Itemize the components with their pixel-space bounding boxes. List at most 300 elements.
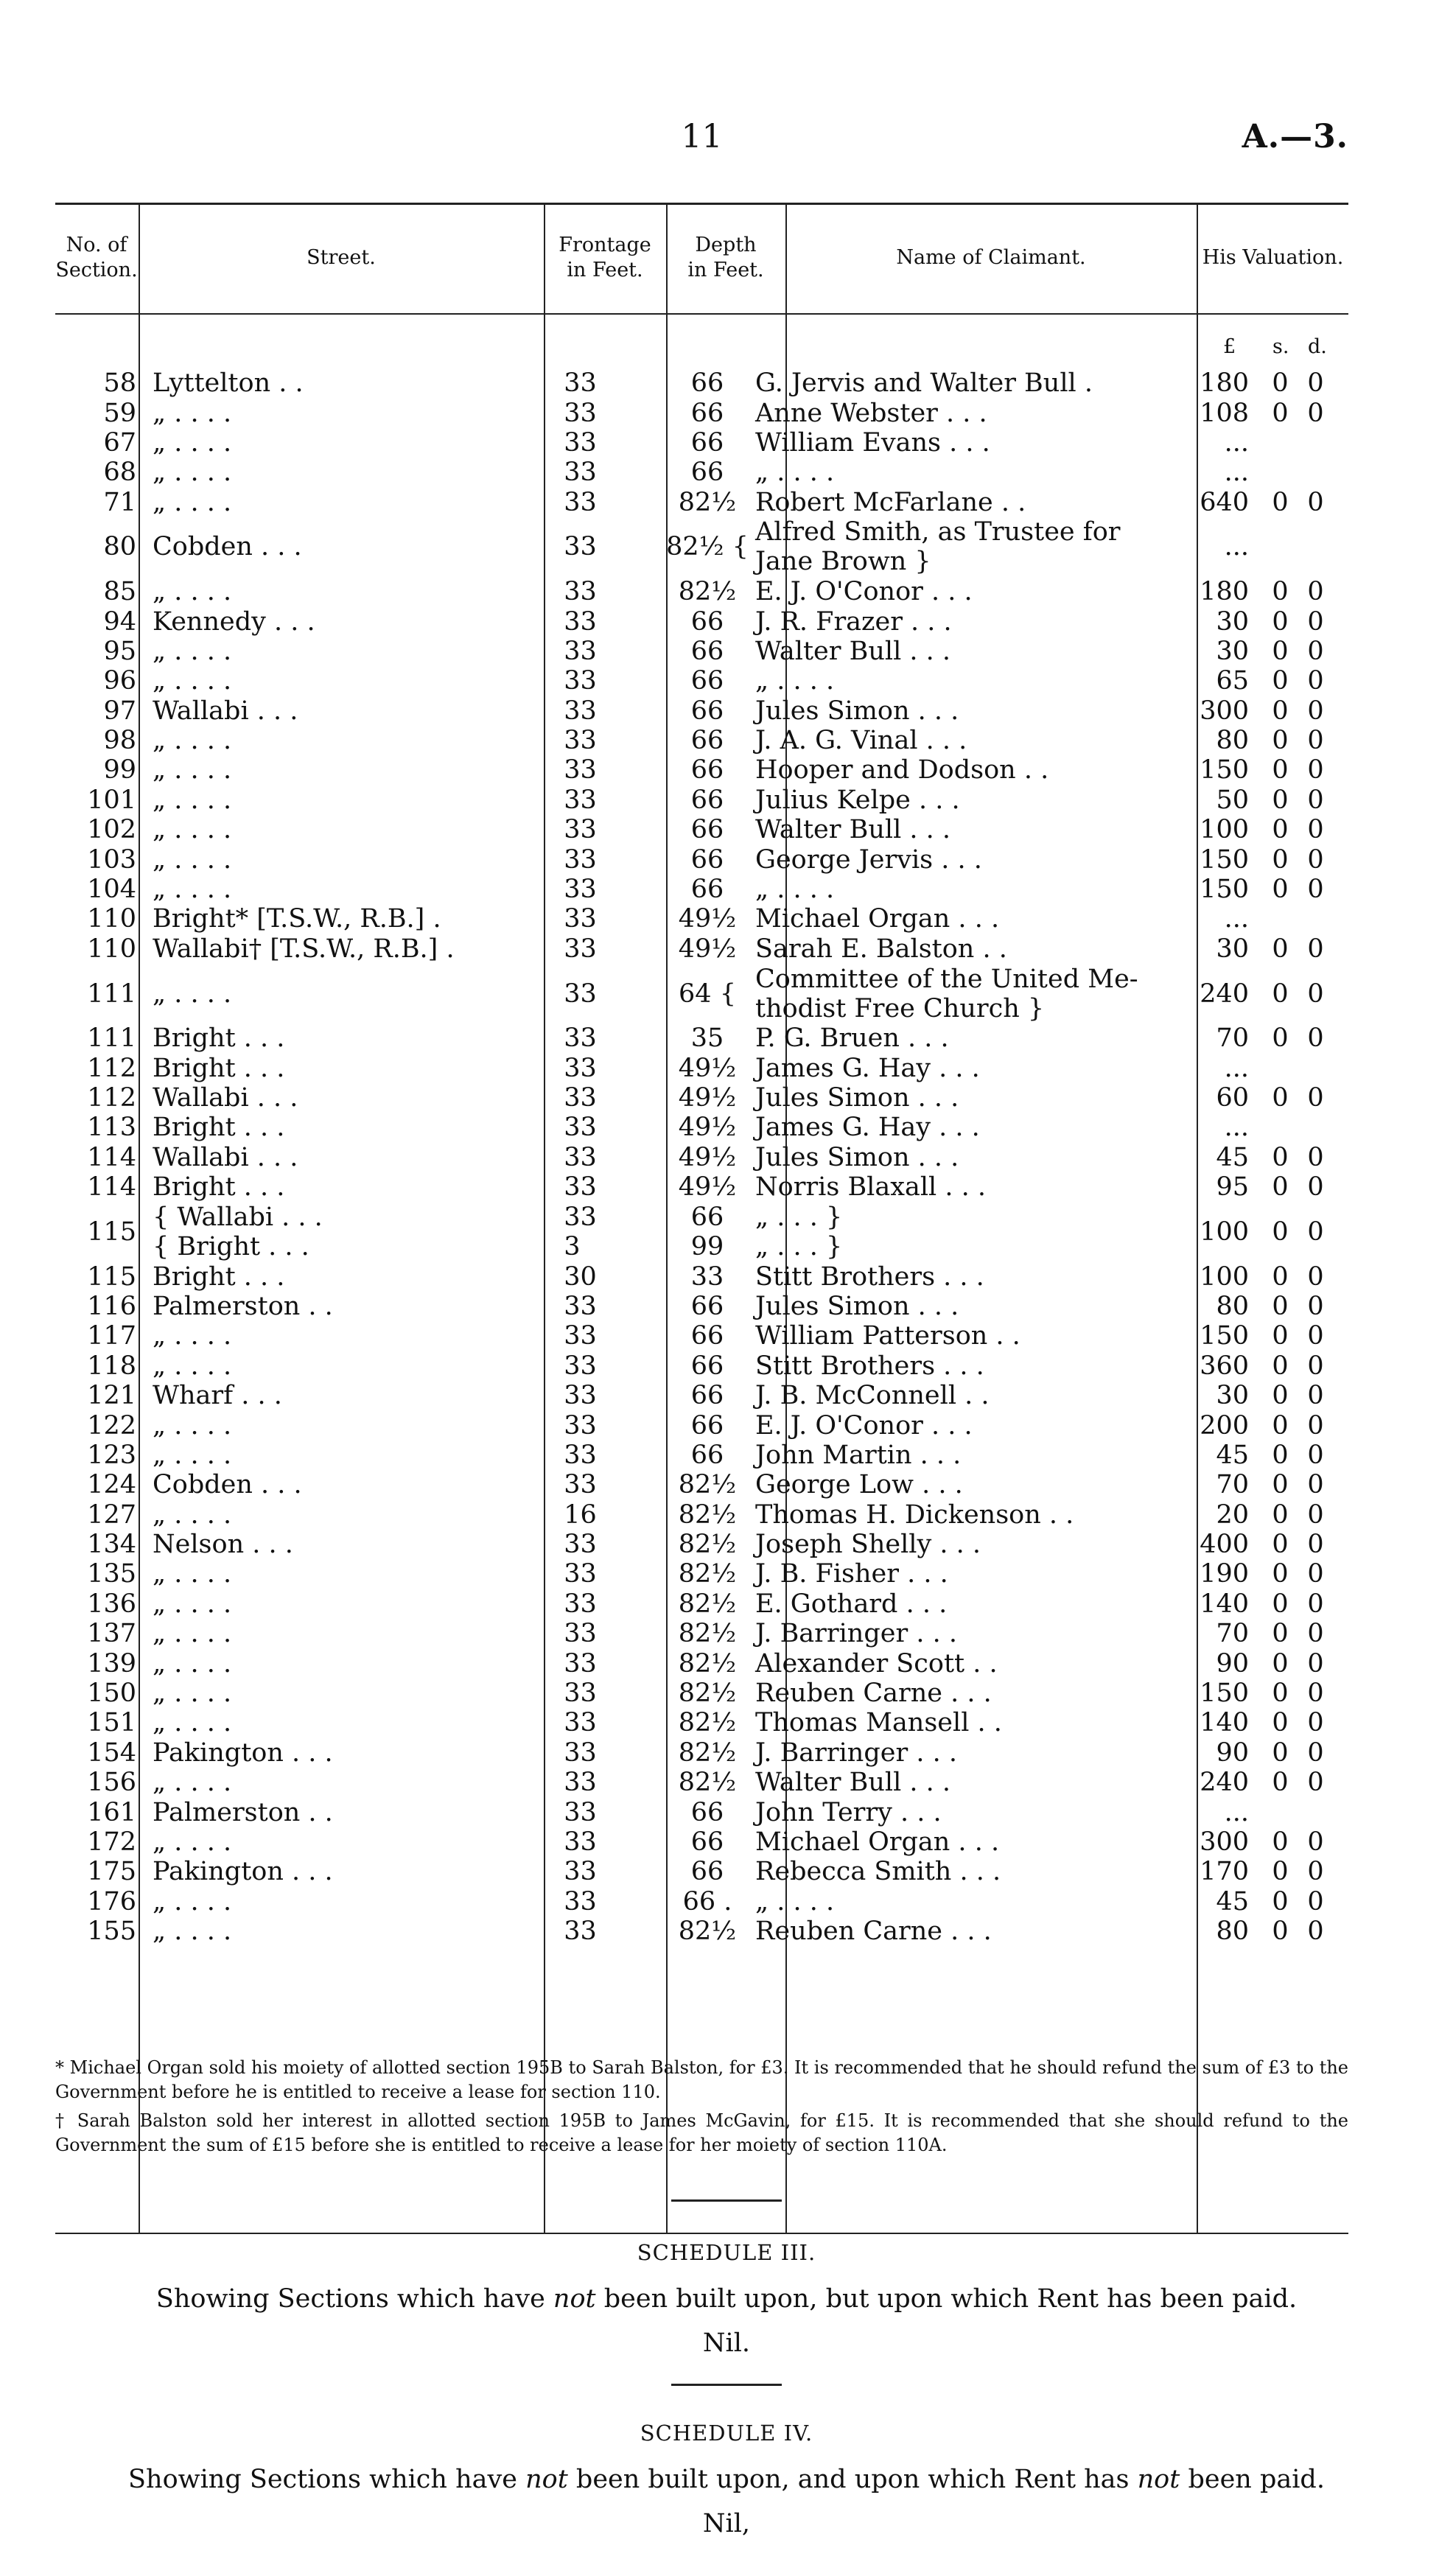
section-number	[55, 1083, 136, 1113]
street-name	[153, 1441, 536, 1470]
frontage-value-text: 33	[564, 577, 597, 607]
street-name-text: „ . . . .	[153, 487, 232, 517]
street-name-text: Wallabi . . .	[153, 1142, 298, 1172]
valuation-pence	[1299, 517, 1332, 577]
valuation-shillings	[1264, 1708, 1297, 1737]
street-name-text: Lyttelton . .	[153, 368, 304, 399]
valuation-pounds	[1179, 904, 1249, 934]
valuation-shillings	[1264, 577, 1297, 606]
valuation-pounds	[1179, 1887, 1249, 1917]
valuation-shillings	[1264, 637, 1297, 666]
claimant-name	[755, 577, 1227, 606]
valuation-pence	[1299, 875, 1332, 904]
table-body	[55, 368, 1348, 1946]
street-name-text: „ . . . .	[153, 1351, 232, 1381]
claimant-name-text: Sarah E. Balston . .	[755, 934, 1007, 964]
valuation-pounds	[1179, 1351, 1249, 1381]
section-number	[55, 1292, 136, 1321]
valuation-shillings	[1264, 606, 1297, 636]
valuation-shillings-text: 0	[1272, 875, 1289, 905]
street-name	[153, 577, 536, 606]
table-bottom-rule	[55, 2233, 1348, 2234]
valuation-pence-text: 0	[1307, 1172, 1324, 1203]
claimant-name	[755, 1708, 1227, 1737]
section-number-text: 124	[87, 1470, 136, 1500]
section-number	[55, 1202, 136, 1261]
section-number-text: 112	[87, 1083, 136, 1113]
valuation-pounds-text: 300	[1200, 1827, 1249, 1857]
document-reference: A.—3.	[1242, 118, 1348, 155]
section-number	[55, 785, 136, 815]
street-name-text: Pakington . . .	[153, 1737, 333, 1768]
claimant-name-text: Stitt Brothers . . .	[755, 1261, 984, 1292]
depth-value-text: 49½	[678, 1172, 737, 1203]
valuation-shillings-text: 0	[1272, 1321, 1289, 1351]
valuation-pence-text: 0	[1307, 1410, 1324, 1441]
valuation-shillings-text: 0	[1272, 755, 1289, 785]
valuation-shillings-text: 0	[1272, 1470, 1289, 1500]
claimant-name	[755, 488, 1227, 517]
schedule-4-title: SCHEDULE IV.	[640, 2421, 813, 2446]
frontage-value-text: 33	[564, 875, 597, 905]
section-number-text: 127	[87, 1499, 136, 1530]
valuation-pounds-text: 70	[1216, 1470, 1249, 1500]
section-divider	[671, 2199, 782, 2202]
claimant-name	[755, 934, 1227, 964]
frontage-value-text: 33	[564, 1708, 597, 1738]
schedule-3-nil: Nil.	[702, 2328, 751, 2358]
valuation-shillings-text: 0	[1272, 1530, 1289, 1560]
valuation-shillings-text: 0	[1272, 606, 1289, 637]
section-number	[55, 1768, 136, 1797]
street-name	[153, 1857, 536, 1886]
section-number	[55, 964, 136, 1023]
valuation-shillings	[1264, 488, 1297, 517]
table-row	[55, 1500, 1348, 1530]
valuation-pence	[1299, 1708, 1332, 1737]
valuation-pounds	[1179, 1827, 1249, 1857]
section-number	[55, 755, 136, 785]
claimant-name-text: Thomas Mansell . .	[755, 1708, 1002, 1738]
valuation-pounds	[1179, 1053, 1249, 1082]
valuation-shillings	[1264, 904, 1297, 934]
valuation-shillings	[1264, 696, 1297, 726]
valuation-pence-text: 0	[1307, 726, 1324, 756]
valuation-shillings-text: 0	[1272, 844, 1289, 875]
depth-value-text: 82½	[678, 1648, 737, 1679]
street-name-text: „ . . . .	[153, 458, 232, 488]
table-row	[55, 964, 1348, 1023]
table-row	[55, 1797, 1348, 1827]
frontage-value-text: 33	[564, 1023, 597, 1054]
section-number	[55, 577, 136, 606]
section-number-text: 155	[87, 1917, 136, 1947]
valuation-pounds	[1179, 428, 1249, 458]
valuation-pounds	[1179, 1589, 1249, 1619]
valuation-shillings	[1264, 368, 1297, 398]
table-row	[55, 1292, 1348, 1321]
valuation-shillings-text: 0	[1272, 368, 1289, 399]
valuation-shillings	[1264, 398, 1297, 427]
section-number-text: 111	[87, 1023, 136, 1054]
valuation-pence	[1299, 1648, 1332, 1678]
valuation-pounds-text: 50	[1216, 785, 1249, 815]
street-name	[153, 844, 536, 874]
frontage-value-text: 33	[564, 1559, 597, 1589]
street-name-text: „ . . . .	[153, 1827, 232, 1857]
valuation-pence-text: 0	[1307, 368, 1324, 399]
frontage-value-text: 16	[564, 1499, 597, 1530]
valuation-pounds-text: 200	[1200, 1410, 1249, 1441]
section-number-text: 116	[87, 1291, 136, 1321]
valuation-shillings-text: 0	[1272, 666, 1289, 696]
table-row	[55, 666, 1348, 696]
valuation-shillings-text: 0	[1272, 1023, 1289, 1054]
claimant-name-text: „ . . . .	[755, 666, 835, 696]
table-row	[55, 1410, 1348, 1440]
valuation-pounds	[1179, 1500, 1249, 1530]
street-name-text: „ . . . .	[153, 1708, 232, 1738]
depth-value-text: 49½	[678, 934, 737, 964]
section-number-text: 151	[87, 1708, 136, 1738]
valuation-pounds-text: 190	[1200, 1559, 1249, 1589]
section-number	[55, 1738, 136, 1768]
valuation-pounds-text: 100	[1200, 815, 1249, 845]
valuation-pence-text: 0	[1307, 1708, 1324, 1738]
valuation-shillings	[1264, 1917, 1297, 1946]
claimant-name	[755, 755, 1227, 785]
claimant-name	[755, 1381, 1227, 1410]
street-name-text: Wallabi . . .	[153, 696, 298, 726]
street-name-text: „ . . . .	[153, 577, 232, 607]
frontage-value-text: 33 3	[564, 1202, 597, 1261]
valuation-pounds	[1179, 1768, 1249, 1797]
claimant-name	[755, 1797, 1227, 1827]
pence-unit: d.	[1308, 335, 1327, 358]
valuation-shillings-text: 0	[1272, 398, 1289, 428]
valuation-pounds-text: ...	[1224, 1797, 1249, 1827]
valuation-pence-text: 0	[1307, 1768, 1324, 1798]
valuation-shillings-text: 0	[1272, 815, 1289, 845]
frontage-value-text: 33	[564, 1410, 597, 1441]
valuation-shillings	[1264, 1053, 1297, 1082]
valuation-pence-text: 0	[1307, 487, 1324, 517]
street-name	[153, 815, 536, 844]
header-street: Street.	[307, 246, 376, 269]
valuation-shillings-text: 0	[1272, 1351, 1289, 1381]
frontage-value-text: 33	[564, 1679, 597, 1709]
valuation-pence-text: 0	[1307, 1737, 1324, 1768]
valuation-pence	[1299, 726, 1332, 755]
valuation-pence-text: 0	[1307, 1886, 1324, 1917]
street-name-text: Cobden . . .	[153, 532, 302, 562]
section-number	[55, 934, 136, 964]
street-name	[153, 1559, 536, 1589]
valuation-pounds	[1179, 368, 1249, 398]
valuation-shillings	[1264, 1857, 1297, 1886]
table-row	[55, 1530, 1348, 1559]
street-name-text: „ . . . .	[153, 844, 232, 875]
section-number-text: 85	[103, 577, 136, 607]
section-number-text: 121	[87, 1381, 136, 1411]
section-number-text: 95	[103, 636, 136, 666]
claimant-name-text: Alfred Smith, as Trustee for Jane Brown }	[755, 517, 1121, 577]
valuation-shillings	[1264, 1023, 1297, 1053]
street-name	[153, 964, 536, 1023]
valuation-pence-text: 0	[1307, 1857, 1324, 1887]
valuation-pence-text: 0	[1307, 1351, 1324, 1381]
claimant-name-text: Committee of the United Me- thodist Free Church }	[755, 964, 1138, 1023]
valuation-pence-text: 0	[1307, 875, 1324, 905]
street-name-text: „ . . . .	[153, 1321, 232, 1351]
depth-value-text: 66	[690, 1827, 724, 1857]
street-name-text: Wallabi† [T.S.W., R.B.] .	[153, 934, 455, 964]
section-number	[55, 696, 136, 726]
claimant-name	[755, 517, 1227, 577]
street-name-text: „ . . . .	[153, 398, 232, 428]
valuation-shillings-text: 0	[1272, 1857, 1289, 1887]
valuation-pounds	[1179, 1172, 1249, 1202]
frontage-value-text: 33	[564, 1172, 597, 1203]
section-number	[55, 1261, 136, 1291]
frontage-value-text: 33	[564, 666, 597, 696]
valuation-pence	[1299, 1202, 1332, 1261]
claimant-name	[755, 1679, 1227, 1708]
valuation-shillings-text: 0	[1272, 487, 1289, 517]
claimant-name	[755, 458, 1227, 487]
claimant-name	[755, 637, 1227, 666]
valuation-pounds	[1179, 1679, 1249, 1708]
street-name	[153, 1023, 536, 1053]
claimant-name	[755, 1351, 1227, 1381]
valuation-pence	[1299, 1619, 1332, 1648]
depth-value-text: 82½	[678, 1679, 737, 1709]
valuation-pounds-text: 30	[1216, 934, 1249, 964]
valuation-pence-text: 0	[1307, 1321, 1324, 1351]
section-number	[55, 1708, 136, 1737]
table-row	[55, 844, 1348, 874]
section-number	[55, 1143, 136, 1172]
valuation-pounds-text: 150	[1200, 844, 1249, 875]
street-name-text: „ . . . .	[153, 666, 232, 696]
claimant-name-text: John Terry . . .	[755, 1797, 942, 1827]
section-number	[55, 517, 136, 577]
street-name	[153, 1470, 536, 1499]
section-number	[55, 1589, 136, 1619]
street-name	[153, 1679, 536, 1708]
section-number	[55, 726, 136, 755]
street-name	[153, 666, 536, 696]
valuation-pounds-text: 45	[1216, 1886, 1249, 1917]
frontage-value-text: 33	[564, 1381, 597, 1411]
footnote-asterisk: * Michael Organ sold his moiety of allotted section 195B to Sarah Balston, for £3. It is recommended that he should refund the sum of £3 to the Government before he is entitled to receive a lease for section 110.	[55, 2057, 1348, 2102]
table-row	[55, 1321, 1348, 1351]
depth-value-text: 66	[690, 1797, 724, 1827]
section-number	[55, 1381, 136, 1410]
section-number	[55, 1857, 136, 1886]
valuation-shillings-text: 0	[1272, 1142, 1289, 1172]
valuation-shillings	[1264, 458, 1297, 487]
valuation-shillings	[1264, 1410, 1297, 1440]
claimant-name-text: Michael Organ . . .	[755, 904, 1000, 934]
depth-value-text: 33	[690, 1261, 724, 1292]
claimant-name	[755, 964, 1227, 1023]
valuation-pounds	[1179, 1410, 1249, 1440]
frontage-value-text: 33	[564, 696, 597, 726]
table-row	[55, 398, 1348, 427]
claimant-name	[755, 1441, 1227, 1470]
header-section-no: No. of Section.	[55, 234, 138, 281]
claimant-name	[755, 1917, 1227, 1946]
table-row	[55, 934, 1348, 964]
frontage-value-text: 33	[564, 1648, 597, 1679]
valuation-shillings	[1264, 1292, 1297, 1321]
claimant-name	[755, 1470, 1227, 1499]
valuation-shillings	[1264, 1738, 1297, 1768]
valuation-shillings	[1264, 1887, 1297, 1917]
street-name	[153, 1589, 536, 1619]
depth-value-text: 64 {	[679, 979, 736, 1009]
valuation-pounds	[1179, 517, 1249, 577]
valuation-pounds-text: 90	[1216, 1648, 1249, 1679]
claimant-name-text: John Martin . . .	[755, 1440, 962, 1470]
street-name	[153, 1321, 536, 1351]
claimant-name	[755, 1202, 1227, 1261]
shillings-unit: s.	[1272, 335, 1289, 358]
valuation-pence-text: 0	[1307, 1142, 1324, 1172]
claimant-name	[755, 726, 1227, 755]
valuation-shillings	[1264, 428, 1297, 458]
street-name	[153, 1887, 536, 1917]
claimant-name	[755, 1857, 1227, 1886]
valuation-shillings	[1264, 1619, 1297, 1648]
valuation-pounds-text: 150	[1200, 755, 1249, 785]
valuation-shillings	[1264, 844, 1297, 874]
section-number-text: 114	[87, 1142, 136, 1172]
street-name	[153, 1113, 536, 1142]
valuation-pounds	[1179, 637, 1249, 666]
claimant-name	[755, 428, 1227, 458]
claimant-name-text: J. B. Fisher . . .	[755, 1559, 948, 1589]
valuation-shillings	[1264, 1202, 1297, 1261]
frontage-value-text: 33	[564, 1470, 597, 1500]
claimant-name	[755, 1023, 1227, 1053]
valuation-pounds-text: 300	[1200, 696, 1249, 726]
depth-value-text: 66	[690, 398, 724, 428]
depth-value-text: 66	[690, 1381, 724, 1411]
depth-value-text: 66	[690, 1321, 724, 1351]
frontage-value-text: 33	[564, 755, 597, 785]
section-number	[55, 1172, 136, 1202]
street-name	[153, 1410, 536, 1440]
section-number-text: 67	[103, 427, 136, 458]
depth-value-text: 66 99	[690, 1202, 724, 1261]
valuation-pence-text: 0	[1307, 636, 1324, 666]
claimant-name	[755, 1083, 1227, 1113]
frontage-value-text: 33	[564, 487, 597, 517]
valuation-shillings-text: 0	[1272, 1381, 1289, 1411]
claimant-name	[755, 1887, 1227, 1917]
schedule-4-nil: Nil,	[702, 2509, 751, 2538]
claimant-name-text: Walter Bull . . .	[755, 1768, 951, 1798]
section-number-text: 135	[87, 1559, 136, 1589]
claimant-name-text: P. G. Bruen . . .	[755, 1023, 949, 1054]
frontage-value-text: 33	[564, 606, 597, 637]
claimant-name-text: Michael Organ . . .	[755, 1827, 1000, 1857]
claimant-name-text: E. Gothard . . .	[755, 1589, 948, 1619]
valuation-shillings-text: 0	[1272, 1291, 1289, 1321]
valuation-pence	[1299, 1023, 1332, 1053]
valuation-pence	[1299, 1143, 1332, 1172]
valuation-pounds	[1179, 964, 1249, 1023]
table-row	[55, 875, 1348, 904]
section-number	[55, 488, 136, 517]
valuation-shillings-text: 0	[1272, 1083, 1289, 1113]
table-row	[55, 904, 1348, 934]
frontage-value-text: 33	[564, 785, 597, 815]
frontage-value-text: 33	[564, 1321, 597, 1351]
claimant-name	[755, 1648, 1227, 1678]
claimant-name	[755, 1619, 1227, 1648]
section-number-text: 137	[87, 1619, 136, 1649]
valuation-pence	[1299, 637, 1332, 666]
section-number	[55, 398, 136, 427]
section-number	[55, 1887, 136, 1917]
section-number-text: 102	[87, 815, 136, 845]
section-number	[55, 1351, 136, 1381]
valuation-pounds	[1179, 606, 1249, 636]
valuation-pounds-text: 95	[1216, 1172, 1249, 1203]
table-row	[55, 1381, 1348, 1410]
claimant-name-text: James G. Hay . . .	[755, 1053, 980, 1083]
section-number-text: 110	[87, 934, 136, 964]
street-name	[153, 428, 536, 458]
valuation-shillings-text: 0	[1272, 726, 1289, 756]
table-row	[55, 1619, 1348, 1648]
street-name	[153, 726, 536, 755]
street-name	[153, 1619, 536, 1648]
section-number-text: 94	[103, 606, 136, 637]
valuation-pounds	[1179, 696, 1249, 726]
section-number-text: 99	[103, 755, 136, 785]
street-name-text: „ . . . .	[153, 1559, 232, 1589]
valuation-shillings	[1264, 1441, 1297, 1470]
schedule-3-title: SCHEDULE III.	[637, 2240, 816, 2265]
valuation-pounds-text: 30	[1216, 1381, 1249, 1411]
valuation-shillings-text: 0	[1272, 1708, 1289, 1738]
page-header	[55, 118, 1348, 177]
claimant-name-text: Walter Bull . . .	[755, 636, 951, 666]
claimant-name	[755, 1143, 1227, 1172]
valuation-pence	[1299, 1530, 1332, 1559]
table-row	[55, 1768, 1348, 1797]
valuation-pounds-text: 170	[1200, 1857, 1249, 1887]
valuation-pence-text: 0	[1307, 666, 1324, 696]
street-name-text: „ . . . .	[153, 1886, 232, 1917]
table-row	[55, 1202, 1348, 1261]
valuation-pounds	[1179, 666, 1249, 696]
valuation-shillings	[1264, 1530, 1297, 1559]
valuation-shillings-text: 0	[1272, 1499, 1289, 1530]
section-number	[55, 1619, 136, 1648]
section-number-text: 71	[103, 487, 136, 517]
claimant-name	[755, 368, 1227, 398]
section-number	[55, 1441, 136, 1470]
frontage-value-text: 33	[564, 1142, 597, 1172]
valuation-shillings	[1264, 1113, 1297, 1142]
page-number: 11	[681, 118, 723, 155]
valuation-shillings	[1264, 666, 1297, 696]
